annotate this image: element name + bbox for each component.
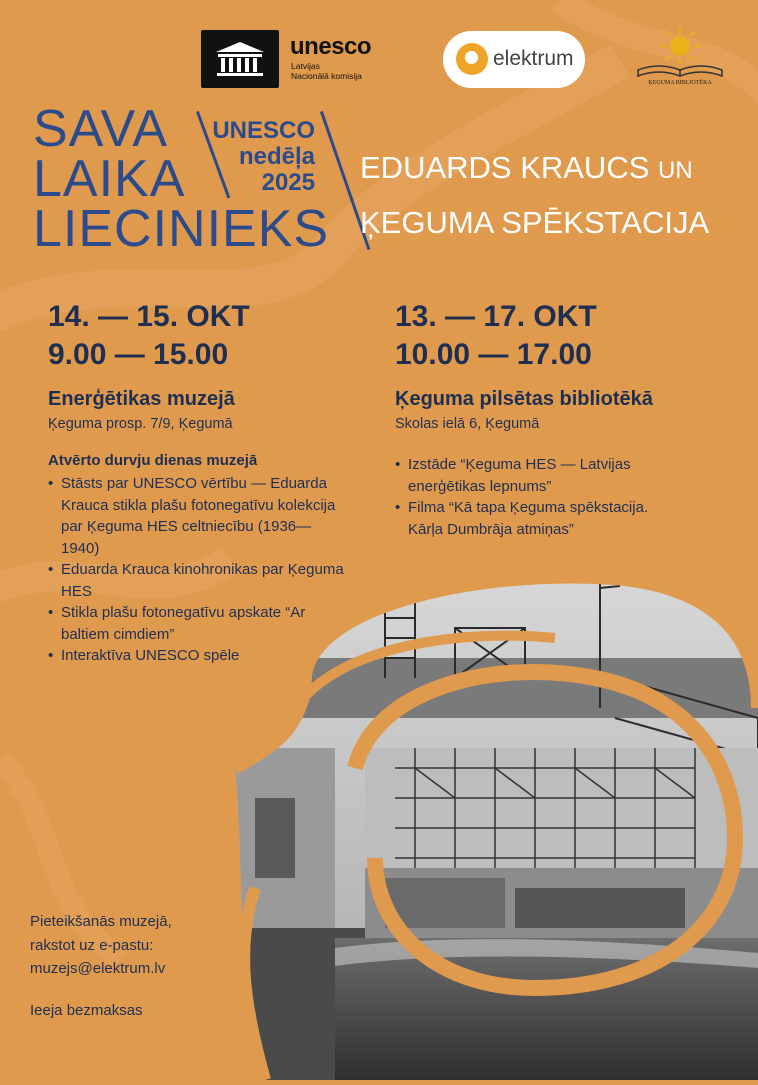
museum-date: 14. — 15. OKT: [48, 300, 250, 333]
title-line3: LIECINIEKS: [33, 200, 330, 258]
entry-info: Ieeja bezmaksas: [30, 1001, 143, 1019]
week-line3: 2025: [261, 169, 315, 196]
list-item: • Izstāde “Ķeguma HES — Latvijas enerģētikas lepnums”: [395, 454, 685, 497]
week-line2: nedēļa: [238, 143, 315, 170]
subtitle-un: UN: [658, 157, 693, 184]
registration-info: [30, 910, 172, 1022]
library-venue: Ķeguma pilsētas bibliotēkā: [395, 388, 653, 410]
subtitle-line2: ĶEGUMA SPĒKSTACIJA: [360, 205, 710, 240]
museum-time: 9.00 — 15.00: [48, 338, 229, 371]
footer-line2: rakstot uz e-pastu:: [30, 936, 154, 954]
unesco-subtitle: [291, 61, 362, 81]
title-line1: SAVA: [33, 100, 169, 158]
unesco-sub-line2: Nacionālā komisija: [291, 71, 362, 81]
elektrum-logo: [443, 31, 585, 88]
museum-venue: Enerģētikas muzejā: [48, 388, 235, 410]
list-item: • Eduarda Krauca kinohronikas par Ķeguma HES: [48, 559, 348, 602]
list-item: • Filma “Kā tapa Ķeguma spēkstacija. Kārļa Dumbrāja atmiņas”: [395, 497, 685, 540]
library-logo: [632, 24, 728, 94]
library-name: ĶEGUMA BIBLIOTĒKA: [648, 80, 712, 86]
library-program-list: [395, 454, 685, 540]
power-plant-photo: [235, 568, 758, 1080]
unesco-sub-line1: Latvijas: [291, 61, 320, 71]
library-date: 13. — 17. OKT: [395, 300, 597, 333]
library-time: 10.00 — 17.00: [395, 338, 592, 371]
event-subtitle: [360, 142, 709, 249]
museum-address: Ķeguma prosp. 7/9, Ķegumā: [48, 416, 233, 432]
list-item: • Interaktīva UNESCO spēle: [48, 645, 251, 667]
sun-book-icon: [632, 24, 728, 80]
library-address: Skolas ielā 6, Ķegumā: [395, 416, 540, 432]
subtitle-line1: EDUARDS KRAUCS: [360, 150, 650, 185]
unesco-week: [205, 118, 315, 196]
unesco-logo: [201, 30, 279, 88]
list-item: • Stāsts par UNESCO vērtību — Eduarda Krauca stikla plašu fotonegatīvu kolekcija par Ķeguma HES celtniecību (1936—1940): [48, 473, 348, 559]
week-line1: UNESCO: [212, 117, 315, 144]
title-line2: LAIKA: [33, 150, 186, 208]
elektrum-wordmark: elektrum: [493, 47, 574, 70]
unesco-wordmark: unesco: [290, 33, 372, 60]
library-column: [395, 298, 725, 540]
temple-icon: [214, 40, 266, 78]
list-item: • Stikla plašu fotonegatīvu apskate “Ar baltiem cimdiem”: [48, 602, 348, 645]
historic-photo-collage: [235, 568, 758, 1080]
elektrum-mark-icon: [456, 43, 488, 75]
contact-email[interactable]: muzejs@elektrum.lv: [30, 960, 166, 977]
museum-list-heading: Atvērto durvju dienas muzejā: [48, 452, 258, 469]
footer-line1: Pieteikšanās muzejā,: [30, 913, 172, 930]
